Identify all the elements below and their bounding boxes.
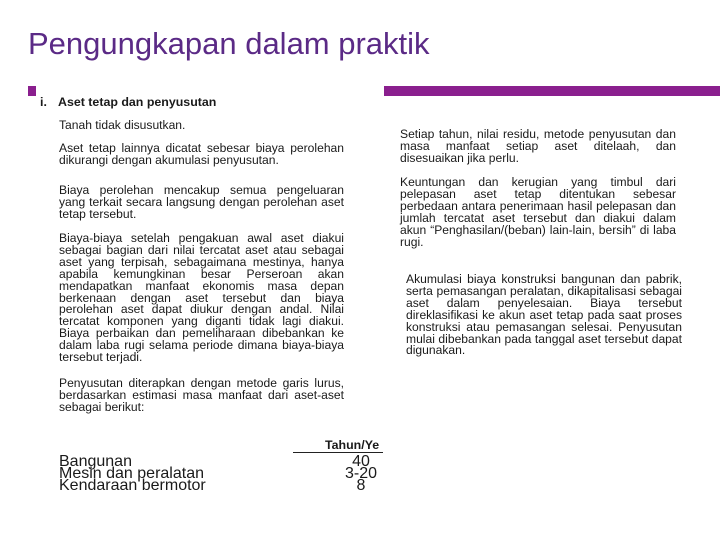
right-paragraph: Akumulasi biaya konstruksi bangunan dan pabrik, serta pemasangan peralatan, dikapitalisasi sebagai aset dalam penyelesaian. Biaya tersebut direklasifikasi ke akun aset tetap pada saat proses konstruksi atau pemasangan selesai. Penyusutan mulai dibebankan pada tanggal aset tersebut dapat digunakan. [406,272,682,358]
table-header: Tahun/Ye [325,438,380,452]
table-row-value: 40 [352,453,370,470]
table-row-value: 8 [356,477,366,494]
left-paragraph: Biaya-biaya setelah pengakuan awal aset diakui sebagai bagian dari nilai tercatat aset atau sebagai aset yang terpisah, sebagaimana mestinya, hanya apabila kemungkinan besar Perseroan akan mendapatkan manfaat ekonomis masa depan berkenaan dengan aset tersebut dan biaya perolehan aset dapat diukur dengan andal. Nilai tercatat komponen yang diganti tidak lagi diakui. Biaya perbaikan dan pemeliharaan dibebankan ke dalam laba rugi selama periode dimana biaya-biaya tersebut terjadi. [59,231,344,365]
right-paragraph: Setiap tahun, nilai residu, metode penyusutan dan masa manfaat setiap aset ditelaah, dan disesuaikan jika perlu. [400,127,676,165]
table-row-value: 3-20 [344,465,378,482]
left-paragraph: Penyusutan diterapkan dengan metode garis lurus, berdasarkan estimasi masa manfaat dari aset-aset sebagai berikut: [59,376,344,414]
left-paragraph: Biaya perolehan mencakup semua pengeluaran yang terkait secara langsung dengan perolehan aset tetap tersebut. [59,183,344,221]
section-number: i. [40,95,47,109]
table-row-label: Bangunan [59,453,132,470]
section-title: Aset tetap dan penyusutan [58,95,217,109]
right-paragraph: Keuntungan dan kerugian yang timbul dari pelepasan aset tetap ditentukan sebesar perbedaan antara penerimaan hasil pelepasan dan jumlah tercatat aset tersebut dan diakui dalam akun “Penghasilan/(beban) lain-lain, bersih” di laba rugi. [400,175,676,249]
slide-title: Pengungkapan dalam praktik [28,26,430,61]
table-row-label: Mesin dan peralatan [59,465,204,482]
table-row-label: Kendaraan bermotor [59,477,206,494]
left-paragraph: Tanah tidak disusutkan. [59,118,186,132]
left-paragraph: Aset tetap lainnya dicatat sebesar biaya perolehan dikurangi dengan akumulasi penyusutan. [59,141,344,167]
section-heading [40,95,216,109]
